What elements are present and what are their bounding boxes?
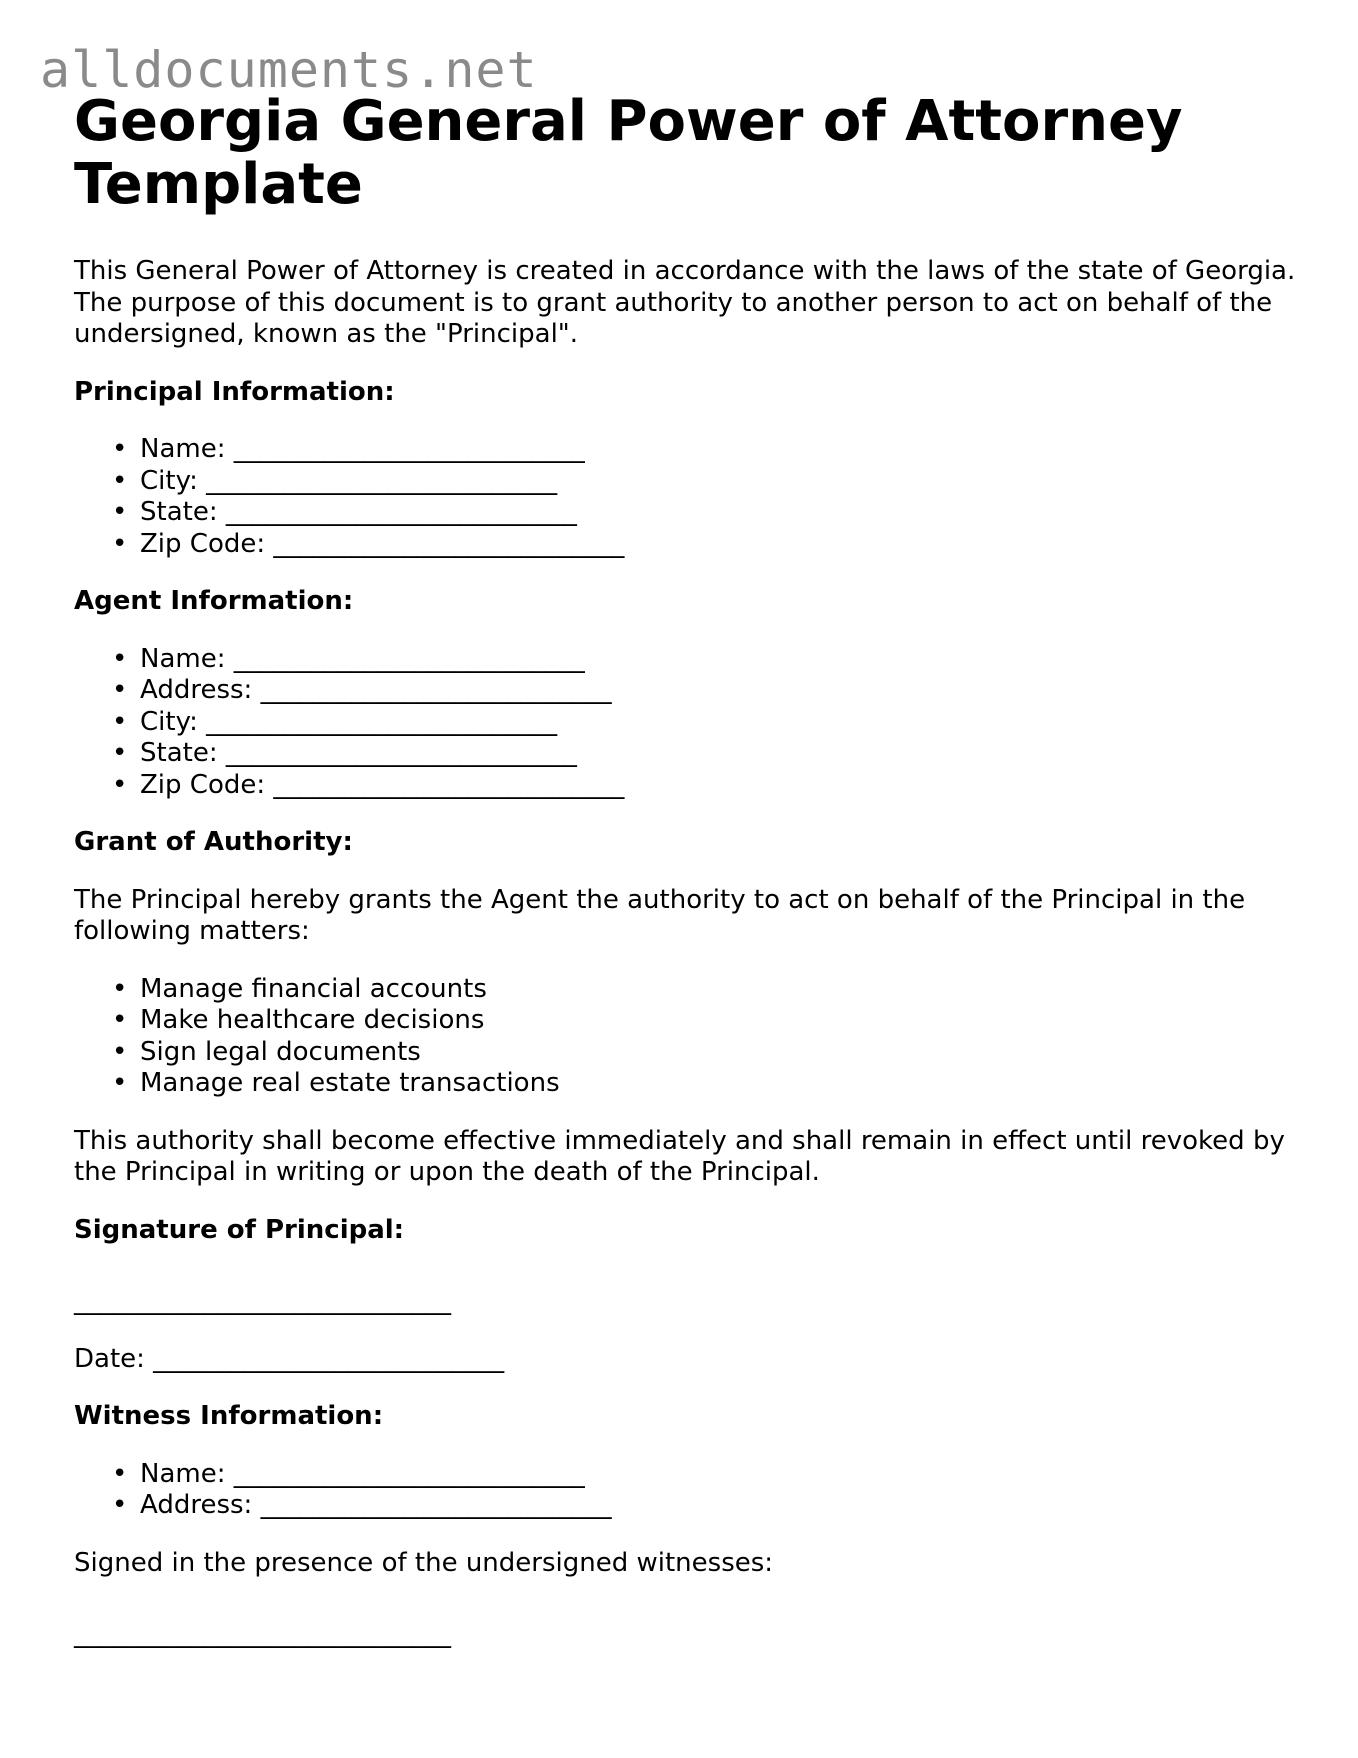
bullet: • <box>112 973 128 1004</box>
bullet: • <box>112 1036 128 1067</box>
principal-name-field[interactable]: • Name: ___________________________ <box>112 434 585 464</box>
witness-fields <box>74 1459 1304 1522</box>
list-item: • Manage financial accounts <box>112 973 487 1004</box>
bullet: • <box>112 497 128 527</box>
grant-heading: Grant of Authority: <box>74 827 353 857</box>
bullet: • <box>112 643 128 674</box>
bullet: • <box>112 706 128 737</box>
document-body <box>74 90 1304 1677</box>
witness-address-field[interactable]: • Address: ___________________________ <box>112 1490 612 1520</box>
witness-name-field[interactable]: • Name: ___________________________ <box>112 1458 585 1489</box>
bullet: • <box>112 1005 128 1035</box>
watermark-logo: alldocuments.net <box>40 41 538 99</box>
bullet: • <box>112 465 128 496</box>
witness-statement: Signed in the presence of the undersigned witnesses: <box>74 1547 774 1578</box>
principal-state-field[interactable]: • State: ___________________________ <box>112 497 577 527</box>
principal-heading: Principal Information: <box>74 376 395 407</box>
bullet: • <box>112 769 128 800</box>
bullet: • <box>112 528 128 559</box>
intro-paragraph: This General Power of Attorney is created in accordance with the laws of the state of Georgia. The purpose of this document is to grant authority to another person to act on behalf of the undersigned, known as the "Principal". <box>74 256 1296 349</box>
effective-paragraph: This authority shall become effective immediately and shall remain in effect until revoked by the Principal in writing or upon the death of the Principal. <box>74 1125 1285 1187</box>
signature-heading: Signature of Principal: <box>74 1214 405 1245</box>
list-item: • Sign legal documents <box>112 1036 421 1067</box>
agent-city-field[interactable]: • City: ___________________________ <box>112 706 558 737</box>
bullet: • <box>112 738 128 768</box>
list-item: • Make healthcare decisions <box>112 1005 485 1035</box>
bullet: • <box>112 1458 128 1489</box>
agent-heading: Agent Information: <box>74 586 354 616</box>
agent-address-field[interactable]: • Address: ___________________________ <box>112 675 612 705</box>
agent-name-field[interactable]: • Name: ___________________________ <box>112 643 585 674</box>
signature-date-field[interactable]: Date: ___________________________ <box>74 1343 505 1374</box>
principal-city-field[interactable]: • City: ___________________________ <box>112 465 558 496</box>
bullet: • <box>112 1068 128 1098</box>
bullet: • <box>112 675 128 705</box>
witness-heading: Witness Information: <box>74 1401 384 1431</box>
grant-intro: The Principal hereby grants the Agent the authority to act on behalf of the Principal in the following matters: <box>74 884 1246 946</box>
principal-fields <box>74 434 1304 560</box>
witness-signature-line[interactable]: _____________________________ <box>74 1619 451 1649</box>
principal-zip-field[interactable]: • Zip Code: ___________________________ <box>112 528 625 559</box>
document-title: Georgia General Power of Attorney Template <box>74 89 1183 217</box>
list-item: • Manage real estate transactions <box>112 1068 560 1098</box>
agent-fields <box>74 644 1304 802</box>
grant-matters <box>74 974 1304 1100</box>
bullet: • <box>112 434 128 464</box>
agent-zip-field[interactable]: • Zip Code: ___________________________ <box>112 769 625 800</box>
bullet: • <box>112 1490 128 1520</box>
principal-signature-line[interactable]: _____________________________ <box>74 1286 451 1316</box>
agent-state-field[interactable]: • State: ___________________________ <box>112 738 577 768</box>
